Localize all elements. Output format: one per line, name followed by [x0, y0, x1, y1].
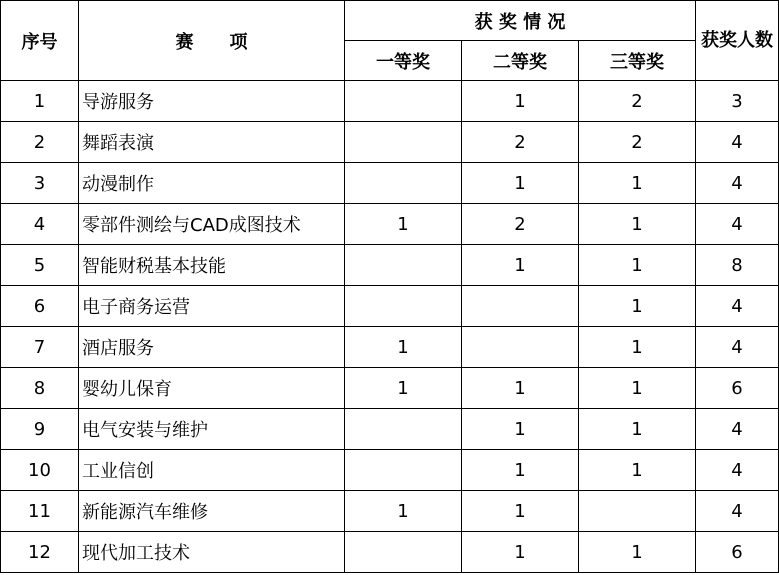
first-prize-cell: 1 [345, 327, 462, 368]
table-row [1, 409, 779, 450]
third-prize-cell [579, 491, 696, 532]
third-prize-cell: 1 [579, 450, 696, 491]
third-prize-cell: 1 [579, 532, 696, 573]
row-index-cell: 8 [1, 368, 79, 409]
third-prize-cell: 2 [579, 122, 696, 163]
first-prize-cell [345, 81, 462, 122]
third-prize-cell: 1 [579, 204, 696, 245]
event-name-cell: 导游服务 [79, 81, 345, 122]
third-prize-cell: 1 [579, 368, 696, 409]
total-header: 获奖人数 [696, 1, 779, 81]
event-name-cell: 电子商务运营 [79, 286, 345, 327]
second-prize-cell: 1 [462, 163, 579, 204]
table-row [1, 450, 779, 491]
table-row [1, 286, 779, 327]
second-prize-cell: 1 [462, 491, 579, 532]
event-name-cell: 酒店服务 [79, 327, 345, 368]
event-name-cell: 舞蹈表演 [79, 122, 345, 163]
first-prize-cell [345, 122, 462, 163]
total-cell: 6 [696, 368, 779, 409]
row-index-cell: 3 [1, 163, 79, 204]
event-name-cell: 工业信创 [79, 450, 345, 491]
first-prize-cell [345, 450, 462, 491]
total-cell: 4 [696, 122, 779, 163]
total-cell: 3 [696, 81, 779, 122]
second-prize-cell: 1 [462, 368, 579, 409]
table-row [1, 245, 779, 286]
table-row [1, 81, 779, 122]
first-prize-cell: 1 [345, 204, 462, 245]
total-cell: 4 [696, 327, 779, 368]
row-index-cell: 12 [1, 532, 79, 573]
event-name-cell: 零部件测绘与CAD成图技术 [79, 204, 345, 245]
second-prize-cell: 2 [462, 204, 579, 245]
awards-header: 获 奖 情 况 [345, 1, 696, 41]
first-prize-cell: 1 [345, 491, 462, 532]
third-prize-cell: 2 [579, 81, 696, 122]
total-cell: 6 [696, 532, 779, 573]
table-body [1, 81, 779, 573]
table-row [1, 204, 779, 245]
first-prize-cell: 1 [345, 368, 462, 409]
second-prize-cell: 1 [462, 81, 579, 122]
second-prize-cell: 1 [462, 450, 579, 491]
third-prize-header: 三等奖 [579, 41, 696, 81]
third-prize-cell: 1 [579, 327, 696, 368]
total-cell: 4 [696, 163, 779, 204]
first-prize-header: 一等奖 [345, 41, 462, 81]
row-index-cell: 10 [1, 450, 79, 491]
second-prize-cell [462, 327, 579, 368]
event-name-cell: 电气安装与维护 [79, 409, 345, 450]
row-index-cell: 5 [1, 245, 79, 286]
row-index-cell: 7 [1, 327, 79, 368]
first-prize-cell [345, 163, 462, 204]
second-prize-cell: 1 [462, 532, 579, 573]
second-prize-cell: 1 [462, 245, 579, 286]
second-prize-cell: 2 [462, 122, 579, 163]
total-cell: 4 [696, 204, 779, 245]
third-prize-cell: 1 [579, 286, 696, 327]
event-name-cell: 现代加工技术 [79, 532, 345, 573]
total-cell: 4 [696, 286, 779, 327]
second-prize-header: 二等奖 [462, 41, 579, 81]
event-name-cell: 智能财税基本技能 [79, 245, 345, 286]
event-name-cell: 动漫制作 [79, 163, 345, 204]
event-name-cell: 婴幼儿保育 [79, 368, 345, 409]
third-prize-cell: 1 [579, 163, 696, 204]
second-prize-cell: 1 [462, 409, 579, 450]
row-index-cell: 6 [1, 286, 79, 327]
first-prize-cell [345, 532, 462, 573]
table-row [1, 122, 779, 163]
total-cell: 4 [696, 491, 779, 532]
second-prize-cell [462, 286, 579, 327]
third-prize-cell: 1 [579, 409, 696, 450]
event-header: 赛 项 [79, 1, 345, 81]
first-prize-cell [345, 245, 462, 286]
row-index-cell: 1 [1, 81, 79, 122]
table-row [1, 491, 779, 532]
table-row [1, 163, 779, 204]
row-index-cell: 11 [1, 491, 79, 532]
row-index-cell: 9 [1, 409, 79, 450]
table-row [1, 368, 779, 409]
first-prize-cell [345, 409, 462, 450]
row-index-cell: 2 [1, 122, 79, 163]
first-prize-cell [345, 286, 462, 327]
row-index-cell: 4 [1, 204, 79, 245]
total-cell: 4 [696, 409, 779, 450]
header-row [1, 1, 779, 41]
third-prize-cell: 1 [579, 245, 696, 286]
table-row [1, 327, 779, 368]
total-cell: 8 [696, 245, 779, 286]
event-name-cell: 新能源汽车维修 [79, 491, 345, 532]
index-header: 序号 [1, 1, 79, 81]
table-row [1, 532, 779, 573]
total-cell: 4 [696, 450, 779, 491]
